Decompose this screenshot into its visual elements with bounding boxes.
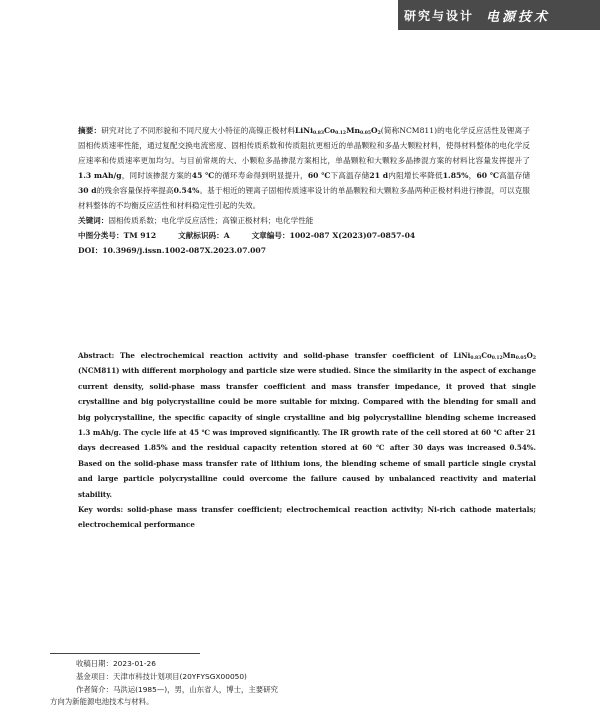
classification-row: 中图分类号：TM 912 文献标识码：A 文章编号：1002-087 X(2023)07-0857-04 bbox=[78, 231, 416, 240]
abstract-en-text-2: (NCM811) with different morphology and particle size were studied. Since the similarity in the aspect of exchange current density, solid-phase mass transfer coefficient and mass transfer impedance, it proved that single crystalline and big polycrystalline could be more suitable for mixing. Compared with the blending for small and big polycrystalline, the specific capacity of single crystalline and big polycrystalline blending scheme increased 1.3 mAh/g. The cycle life at 45 ℃ was improved significantly. The IR growth rate of the cell stored at 60 ℃ after 21 days decreased 1.85% and the residual capacity retention stored at 60 ℃ after 30 days was increased 0.54%. Based on the solid-phase mass transfer rate of lithium ions, the blending scheme of small particle single crystal and large particle polycrystalline could overcome the failure caused by unbalanced reactivity and material stability. bbox=[78, 366, 536, 499]
doi-row: DOI：10.3969/j.issn.1002-087X.2023.07.007 bbox=[78, 246, 266, 255]
chemical-formula-en: $LiNi_{0.83}Co_{0.12}Mn_{0.05}O_2$ bbox=[453, 351, 536, 361]
received-date: 收稿日期：2023-01-26 bbox=[76, 659, 156, 668]
abstract-en-label: Abstract: bbox=[78, 351, 115, 360]
author-bio: 作者简介：马洪运(1985—)，男，山东省人，博士，主要研究 bbox=[76, 684, 278, 694]
english-abstract-block bbox=[78, 348, 536, 533]
author-bio-continued: 方向为新能源电池技术与材料。 bbox=[50, 697, 154, 707]
fund-project: 基金项目：天津市科技计划项目(20YFYSGX00050) bbox=[76, 671, 247, 681]
journal-brand: 电源技术 bbox=[486, 10, 551, 25]
retention-temperature: 60 ℃ bbox=[476, 171, 500, 180]
article-number: 1002-087 X(2023)07-0857-04 bbox=[289, 231, 416, 240]
keywords-en-label: Key words: bbox=[78, 505, 124, 515]
footnotes-block bbox=[50, 658, 310, 709]
document-code: A bbox=[223, 231, 230, 240]
keywords-en-text: solid-phase mass transfer coefficient; electrochemical reaction activity; Ni-rich cathode materials; electrochemical performance bbox=[78, 505, 537, 530]
keywords-cn bbox=[78, 213, 530, 228]
clc-number: TM 912 bbox=[123, 231, 157, 240]
cycle-temperature: 45 ℃ bbox=[191, 171, 215, 180]
keywords-cn-text: 固相传质系数；电化学反应活性；高镍正极材料；电化学性能 bbox=[108, 216, 314, 225]
capacity-gain-value: 1.3 mAh/g bbox=[78, 171, 122, 180]
keywords-cn-label: 关键词： bbox=[78, 216, 109, 225]
abstract-cn-paragraph: 摘要：研究对比了不同形貌和不同尺度大小特征的高镍正极材料$LiNi_{0.83}Co_{0.12}Mn_{0.05}O_2$(简称NCM811)的电化学反应活性及锂离子固相传质速率性能，通过复配交换电流密度、固相传质系数和传质阻抗更相近的单晶颗粒和多晶大颗粒材料，使得材料整体的电化学反应速率和传质速率更加均匀。与目前常规的大、小颗粒多晶掺混方案相比，单晶颗粒和大颗粒多晶掺混方案的材料比容量发挥提升了1.3 mAh/g，同时该掺混方案的45 ℃的循环寿命得到明显提升，60 ℃下高温存储21 d内阻增长率降低1.85%，60 ℃高温存储30 d的残余容量保持率提高0.54%。基于相近的锂离子固相传质速率设计的单晶颗粒和大颗粒多晶两种正极材料进行掺混，可以克服材料整体的不均衡反应活性和材料稳定性引起的失效。 bbox=[78, 126, 531, 210]
abstract-en-paragraph bbox=[78, 348, 536, 502]
abstract-en-text-1: The electrochemical reaction activity and solid-phase transfer coefficient of bbox=[119, 351, 448, 360]
doi-value: 10.3969/j.issn.1002-087X.2023.07.007 bbox=[102, 246, 266, 255]
abstract-cn-label: 摘要： bbox=[78, 126, 102, 135]
header-section-title: 研究与设计 bbox=[404, 9, 475, 23]
footnote-divider bbox=[50, 653, 200, 654]
ir-temperature: 60 ℃ bbox=[307, 171, 331, 180]
keywords-en bbox=[78, 502, 536, 533]
chemical-formula-cn: $LiNi_{0.83}Co_{0.12}Mn_{0.05}O_2$ bbox=[294, 126, 381, 136]
ir-decrease-value: 1.85% bbox=[442, 171, 469, 180]
ir-days: 21 d bbox=[369, 171, 389, 180]
abstract-cn-text-1: 研究对比了不同形貌和不同尺度大小特征的高镍正极材料 bbox=[101, 126, 295, 135]
abstract-cn-text-2: (简称NCM811)的电化学反应活性及锂离子固相传质速率性能，通过复配交换电流密度、固相传质系数和传质阻抗更相近的单晶颗粒和多晶大颗粒材料，使得材料整体的电化学反应速率和传质速率更加均匀。与目前常规的大、小颗粒多晶掺混方案相比，单晶颗粒和大颗粒多晶掺混方案的材料比容量发挥提升了 bbox=[78, 126, 531, 165]
retention-days: 30 d bbox=[78, 186, 97, 195]
retention-increase-value: 0.54% bbox=[173, 186, 200, 195]
chinese-abstract-block bbox=[78, 123, 530, 258]
